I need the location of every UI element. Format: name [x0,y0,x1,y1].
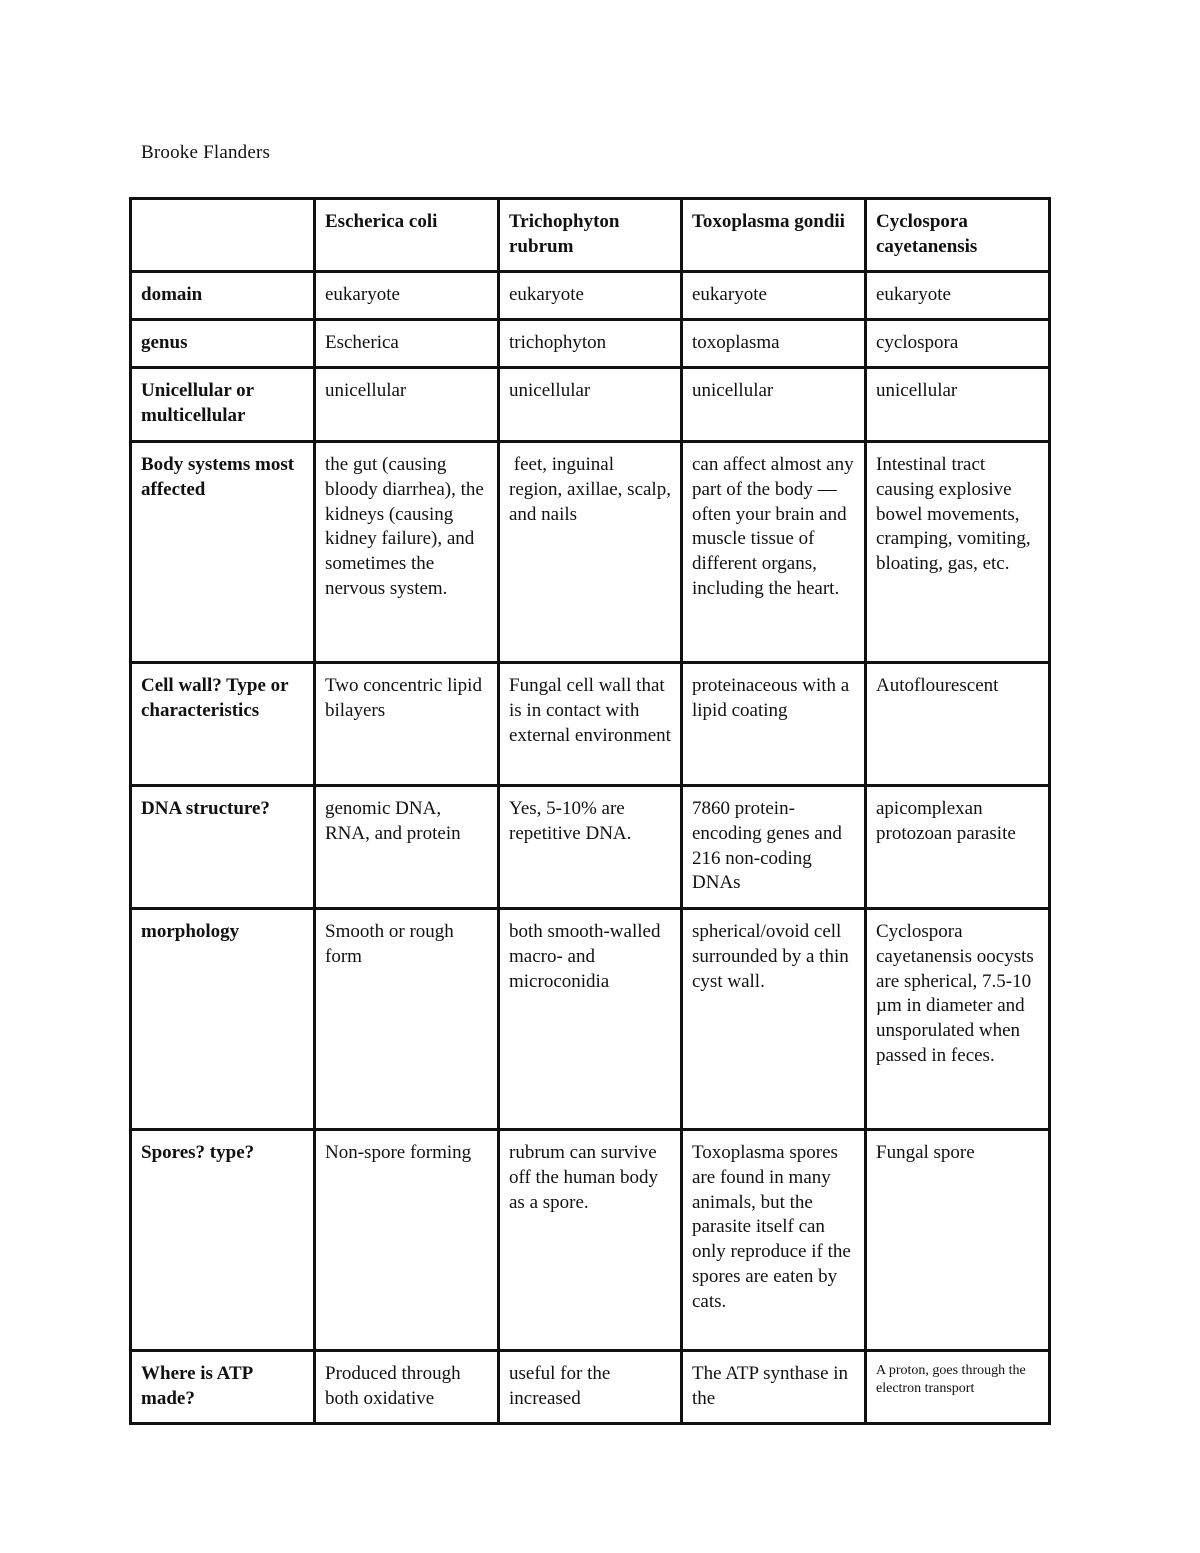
table-cell: The ATP synthase in the [682,1351,866,1424]
table-cell: eukaryote [682,272,866,320]
table-cell: A proton, goes through the electron transport [866,1351,1050,1424]
row-label: morphology [131,909,315,1130]
table-cell: cyclospora [866,320,1050,368]
header-cell-cyclospora-cayetanensis: Cyclospora cayetanensis [866,199,1050,272]
table-cell: rubrum can survive off the human body as a spore. [499,1130,682,1351]
table-cell: Cyclospora cayetanensis oocysts are spherical, 7.5-10 µm in diameter and unsporulated when passed in feces. [866,909,1050,1130]
row-label: Body systems most affected [131,442,315,663]
table-cell: Autoflourescent [866,663,1050,786]
row-label: domain [131,272,315,320]
table-cell: feet, inguinal region, axillae, scalp, and nails [499,442,682,663]
table-row-cell-wall [131,663,1050,786]
table-row-dna-structure [131,786,1050,909]
row-label: Where is ATP made? [131,1351,315,1424]
table-row-spores [131,1130,1050,1351]
table-cell: eukaryote [866,272,1050,320]
table-cell: Yes, 5-10% are repetitive DNA. [499,786,682,909]
author-name: Brooke Flanders [141,142,271,163]
table-cell: Non-spore forming [315,1130,499,1351]
table-cell: the gut (causing bloody diarrhea), the kidneys (causing kidney failure), and sometimes the nervous system. [315,442,499,663]
table-cell: spherical/ovoid cell surrounded by a thin cyst wall. [682,909,866,1130]
table-row-morphology [131,909,1050,1130]
table-cell: proteinaceous with a lipid coating [682,663,866,786]
table-cell: Fungal cell wall that is in contact with external environment [499,663,682,786]
table-cell: genomic DNA, RNA, and protein [315,786,499,909]
row-label: DNA structure? [131,786,315,909]
table-row-genus [131,320,1050,368]
row-label: genus [131,320,315,368]
table-row-cellularity [131,368,1050,442]
table-cell: Toxoplasma spores are found in many animals, but the parasite itself can only reproduce if the spores are eaten by cats. [682,1130,866,1351]
table-cell: can affect almost any part of the body — often your brain and muscle tissue of different organs, including the heart. [682,442,866,663]
header-cell-escherica-coli: Escherica coli [315,199,499,272]
table-row-domain [131,272,1050,320]
table-cell: unicellular [866,368,1050,442]
header-cell-trichophyton-rubrum: Trichophyton rubrum [499,199,682,272]
table-cell: Produced through both oxidative [315,1351,499,1424]
table-cell: unicellular [499,368,682,442]
table-cell: unicellular [315,368,499,442]
organism-comparison-table [129,197,1051,1425]
table-cell: Fungal spore [866,1130,1050,1351]
table-cell: Two concentric lipid bilayers [315,663,499,786]
table-cell: useful for the increased [499,1351,682,1424]
table-cell: Intestinal tract causing explosive bowel movements, cramping, vomiting, bloating, gas, etc. [866,442,1050,663]
table-cell: eukaryote [499,272,682,320]
table-cell: 7860 protein-encoding genes and 216 non-coding DNAs [682,786,866,909]
table-cell: Escherica [315,320,499,368]
table-cell: trichophyton [499,320,682,368]
table-cell: both smooth-walled macro- and microconidia [499,909,682,1130]
row-label: Cell wall? Type or characteristics [131,663,315,786]
row-label: Unicellular or multicellular [131,368,315,442]
table-row-body-systems [131,442,1050,663]
table-row-atp [131,1351,1050,1424]
table-cell: toxoplasma [682,320,866,368]
table-cell: eukaryote [315,272,499,320]
row-label: Spores? type? [131,1130,315,1351]
table-header-row [131,199,1050,272]
table-cell: unicellular [682,368,866,442]
table-cell: Smooth or rough form [315,909,499,1130]
table-cell: apicomplexan protozoan parasite [866,786,1050,909]
header-cell-blank [131,199,315,272]
header-cell-toxoplasma-gondii: Toxoplasma gondii [682,199,866,272]
